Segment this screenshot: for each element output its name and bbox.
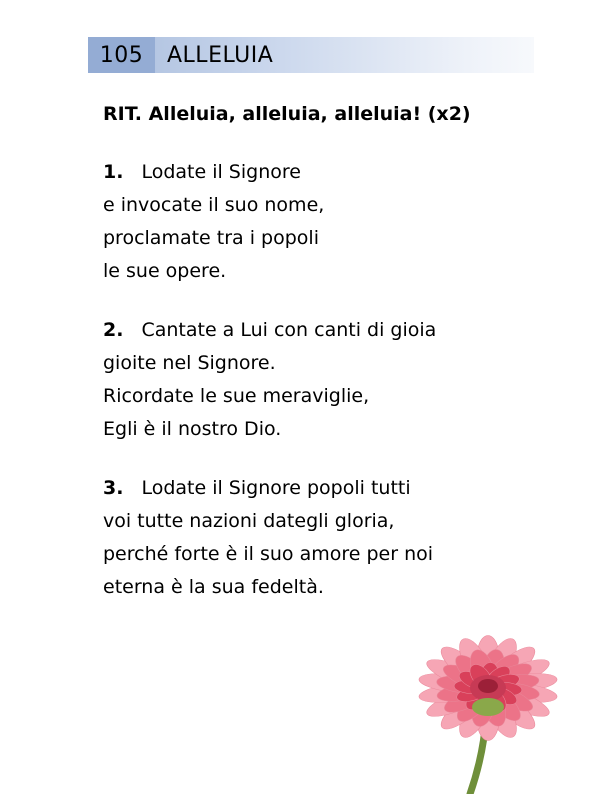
stanza-2 (103, 314, 573, 446)
lyrics (103, 99, 573, 630)
stanza-line-text: Lodate il Signore (141, 161, 301, 183)
stanza-line (103, 156, 573, 189)
stanza-line: Egli è il nostro Dio. (103, 418, 282, 440)
stanza-line: gioite nel Signore. (103, 352, 276, 374)
stanza-number: 3. (103, 477, 124, 499)
stanza-line: Ricordate le sue meraviglie, (103, 385, 370, 407)
stanza-3 (103, 472, 573, 604)
stanza-line: voi tutte nazioni dategli gloria, (103, 510, 395, 532)
stanza-line-text: Cantate a Lui con canti di gioia (141, 319, 437, 341)
stanza-number: 2. (103, 319, 124, 341)
stanza-line: perché forte è il suo amore per noi (103, 543, 434, 565)
stanza-line (103, 314, 573, 347)
stanza-line (103, 472, 573, 505)
stanza-line: proclamate tra i popoli (103, 227, 319, 249)
stanza-line-text: Lodate il Signore popoli tutti (141, 477, 411, 499)
stanza-number: 1. (103, 161, 124, 183)
stanza-1 (103, 156, 573, 288)
song-header (88, 37, 534, 73)
stanza-line: e invocate il suo nome, (103, 194, 325, 216)
song-title: ALLELUIA (167, 42, 274, 68)
stanza-line: le sue opere. (103, 260, 227, 282)
stanza-line: eterna è la sua fedeltà. (103, 576, 324, 598)
song-number: 105 (88, 37, 155, 73)
refrain: RIT. Alleluia, alleluia, alleluia! (x2) (103, 103, 471, 125)
flower-illustration (408, 606, 573, 794)
